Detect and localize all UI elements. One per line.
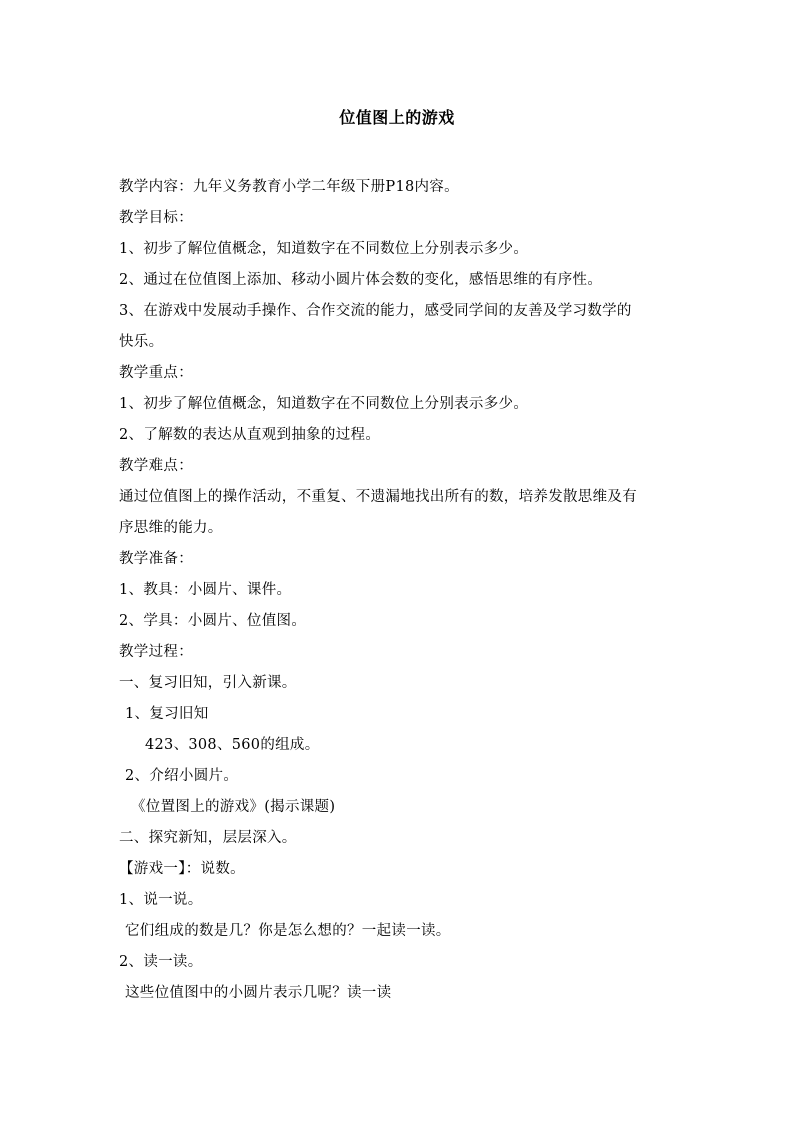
paragraph-line: 这些位值图中的小圆片表示几呢？读一读	[125, 985, 392, 1001]
paragraph-line: 2、学具：小圆片、位值图。	[119, 613, 307, 629]
paragraph-line: 1、说一说。	[119, 892, 203, 908]
paragraph-line: 3、在游戏中发展动手操作、合作交流的能力，感受同学间的友善及学习数学的	[119, 303, 632, 319]
paragraph-line: 1、复习旧知	[125, 706, 209, 722]
paragraph-line: 【游戏一】：说数。	[119, 861, 245, 877]
section-heading: 教学过程：	[119, 644, 193, 660]
paragraph-line: 1、初步了解位值概念，知道数字在不同数位上分别表示多少。	[119, 396, 529, 412]
section-heading: 教学难点：	[119, 458, 193, 474]
paragraph-line: 它们组成的数是几？你是怎么想的？一起读一读。	[125, 923, 451, 939]
document-body	[119, 172, 679, 1009]
paragraph-line: 2、了解数的表达从直观到抽象的过程。	[119, 427, 381, 443]
paragraph-line: 二、探究新知，层层深入。	[119, 830, 297, 846]
paragraph-line: 快乐。	[119, 334, 164, 350]
document-title: 位值图上的游戏	[339, 108, 455, 127]
paragraph-line: 《位置图上的游戏》(揭示课题)	[131, 799, 336, 815]
paragraph-line: 一、复习旧知，引入新课。	[119, 675, 297, 691]
section-heading: 教学重点：	[119, 365, 193, 381]
paragraph-line: 通过位值图上的操作活动，不重复、不遗漏地找出所有的数，培养发散思维及有	[119, 489, 637, 505]
paragraph-line: 423、308、560的组成。	[145, 737, 320, 753]
paragraph-line: 1、初步了解位值概念，知道数字在不同数位上分别表示多少。	[119, 241, 529, 257]
section-heading: 教学目标：	[119, 210, 193, 226]
paragraph-line: 序思维的能力。	[119, 520, 223, 536]
paragraph-line: 2、介绍小圆片。	[125, 768, 239, 784]
paragraph-line: 2、通过在位值图上添加、移动小圆片体会数的变化，感悟思维的有序性。	[119, 272, 603, 288]
paragraph-line: 2、读一读。	[119, 954, 203, 970]
paragraph-line: 1、教具：小圆片、课件。	[119, 582, 292, 598]
paragraph-line: 教学内容：九年义务教育小学二年级下册P18内容。	[119, 179, 459, 195]
section-heading: 教学准备：	[119, 551, 193, 567]
